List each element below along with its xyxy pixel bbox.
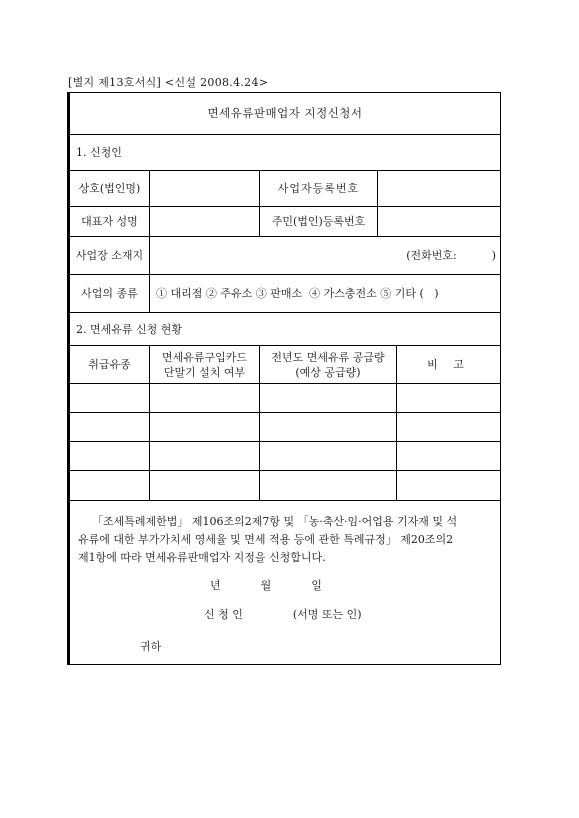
card-terminal-cell[interactable] bbox=[150, 442, 260, 470]
card-terminal-cell[interactable] bbox=[150, 413, 260, 441]
signature-label: (서명 또는 인) bbox=[292, 608, 362, 621]
application-form bbox=[67, 92, 501, 665]
table-row bbox=[70, 384, 500, 413]
supply-volume-cell[interactable] bbox=[260, 413, 397, 441]
supply-volume-cell[interactable] bbox=[260, 442, 397, 470]
application-date[interactable] bbox=[210, 577, 322, 593]
remarks-header: 비 고 bbox=[427, 358, 470, 371]
applicant-signature-line[interactable] bbox=[204, 606, 362, 622]
fuel-type-cell[interactable] bbox=[70, 471, 150, 500]
business-type-row bbox=[70, 275, 500, 313]
form-title: 면세유류판매업자 지정신청서 bbox=[207, 106, 363, 120]
applicant-label: 신 청 인 bbox=[204, 608, 243, 621]
fuel-type-cell[interactable] bbox=[70, 413, 150, 441]
card-terminal-cell[interactable] bbox=[150, 384, 260, 412]
phone-number-label: (전화번호: ) bbox=[406, 249, 496, 262]
remarks-cell[interactable] bbox=[397, 384, 500, 412]
date-day-label: 일 bbox=[311, 579, 322, 592]
business-address-row bbox=[70, 237, 500, 275]
trade-name-label: 상호(법인명) bbox=[70, 171, 150, 206]
fuel-type-cell[interactable] bbox=[70, 442, 150, 470]
section-fuel-heading: 2. 면세유류 신청 현황 bbox=[76, 322, 182, 336]
business-address-label: 사업장 소재지 bbox=[70, 237, 150, 274]
resident-reg-label: 주민(법인)등록번호 bbox=[260, 207, 378, 236]
business-type-options[interactable]: ① 대리점 ② 주유소 ③ 판매소 ④ 가스충전소 ⑤ 기타 ( ) bbox=[156, 287, 439, 300]
addressee: 귀하 bbox=[140, 640, 162, 653]
table-row bbox=[70, 413, 500, 442]
business-address-field[interactable] bbox=[150, 237, 500, 274]
remarks-cell[interactable] bbox=[397, 471, 500, 500]
section-applicant-row bbox=[70, 135, 500, 171]
supply-volume-cell[interactable] bbox=[260, 384, 397, 412]
card-terminal-cell[interactable] bbox=[150, 471, 260, 500]
fuel-table-header-row bbox=[70, 346, 500, 384]
business-type-label: 사업의 종류 bbox=[70, 275, 150, 312]
table-row bbox=[70, 471, 500, 501]
card-terminal-header: 면세유류구입카드 단말기 설치 여부 bbox=[150, 346, 260, 383]
representative-field[interactable] bbox=[150, 207, 260, 236]
date-year-label: 년 bbox=[210, 579, 221, 592]
business-reg-label: 사업자등록번호 bbox=[260, 171, 378, 206]
remarks-cell[interactable] bbox=[397, 442, 500, 470]
trade-name-row bbox=[70, 171, 500, 207]
business-reg-field[interactable] bbox=[378, 171, 500, 206]
supply-volume-header: 전년도 면세유류 공급량 (예상 공급량) bbox=[260, 346, 397, 383]
declaration-line: 제1항에 따라 면세유류판매업자 지정을 신청합니다. bbox=[78, 551, 326, 564]
date-month-label: 월 bbox=[260, 579, 272, 592]
section-fuel-row bbox=[70, 313, 500, 346]
declaration-text bbox=[78, 513, 492, 567]
form-number-note: [별지 제13호서식] <신설 2008.4.24> bbox=[68, 76, 269, 89]
declaration-line: 유류에 대한 부가가치세 영세율 및 면세 적용 등에 관한 특례규정」 제20조의2 bbox=[78, 533, 454, 546]
title-row bbox=[70, 93, 500, 135]
supply-volume-cell[interactable] bbox=[260, 471, 397, 500]
fuel-type-cell[interactable] bbox=[70, 384, 150, 412]
declaration-line: 「조세특례제한법」 제106조의2제7항 및 「농·축산·임·어업용 기자재 및 석 bbox=[92, 515, 458, 528]
remarks-cell[interactable] bbox=[397, 413, 500, 441]
section-applicant-heading: 1. 신청인 bbox=[76, 146, 122, 159]
fuel-type-header: 취급유종 bbox=[70, 346, 150, 383]
trade-name-field[interactable] bbox=[150, 171, 260, 206]
table-row bbox=[70, 442, 500, 471]
representative-label: 대표자 성명 bbox=[70, 207, 150, 236]
representative-row bbox=[70, 207, 500, 237]
resident-reg-field[interactable] bbox=[378, 207, 500, 236]
